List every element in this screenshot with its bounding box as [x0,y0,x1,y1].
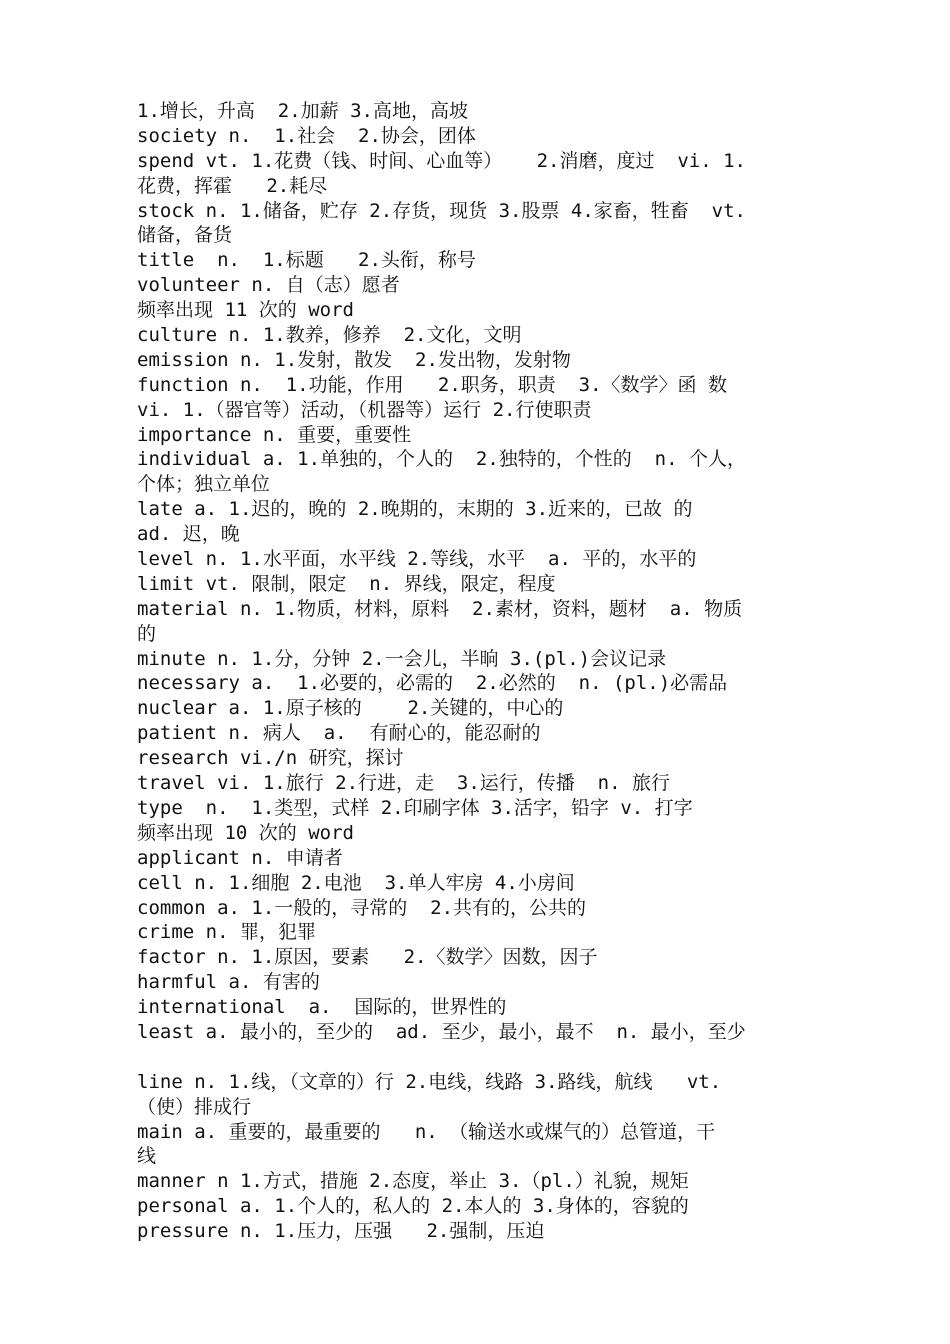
document-page [137,99,817,1244]
text-line: minute n. 1.分，分钟 2.一会儿，半晌 3.(pl.)会议记录 [137,647,667,670]
section-heading: 频率出现 11 次的 word [137,299,354,322]
section-heading: 频率出现 10 次的 word [137,821,354,844]
text-line: patient n. 病人 a. 有耐心的，能忍耐的 [137,722,541,745]
text-line: ad. 迟，晚 [137,523,240,546]
text-line: material n. 1.物质，材料，原料 2.素材，资料，题材 a. 物质 [137,597,743,620]
text-line: late a. 1.迟的，晚的 2.晚期的，末期的 3.近来的，已故 的 [137,498,693,521]
text-line: vi. 1.（器官等）活动，（机器等）运行 2.行使职责 [137,398,592,421]
text-line: limit vt. 限制，限定 n. 界线，限定，程度 [137,572,556,595]
text-line: travel vi. 1.旅行 2.行进，走 3.运行，传播 n. 旅行 [137,772,670,795]
text-line: （使）排成行 [137,1095,252,1118]
text-line: harmful a. 有害的 [137,971,320,994]
text-line: 花费，挥霍 2.耗尽 [137,174,328,197]
text-line: stock n. 1.储备，贮存 2.存货，现货 3.股票 4.家畜，牲畜 vt. [137,199,746,222]
text-line: personal a. 1.个人的，私人的 2.本人的 3.身体的，容貌的 [137,1195,689,1218]
text-line: individual a. 1.单独的，个人的 2.独特的，个性的 n. 个人， [137,448,746,471]
text-line: 1.增长，升高 2.加薪 3.高地，高坡 [137,100,468,122]
text-line: volunteer n. 自（志）愿者 [137,274,400,297]
text-line: cell n. 1.细胞 2.电池 3.单人牢房 4.小房间 [137,871,575,894]
text-line: spend vt. 1.花费（钱、时间、心血等） 2.消磨，度过 vi. 1. [137,149,746,172]
text-line: importance n. 重要，重要性 [137,423,412,446]
text-line: factor n. 1.原因，要素 2.〈数学〉因数，因子 [137,946,598,969]
text-line: common a. 1.一般的，寻常的 2.共有的，公共的 [137,896,587,919]
text-line: title n. 1.标题 2.头衔，称号 [137,249,476,272]
text-line: least a. 最小的，至少的 ad. 至少，最小，最不 n. 最小，至少 [137,1020,746,1043]
text-line: manner n 1.方式，措施 2.态度，举止 3.（pl.）礼貌，规矩 [137,1170,689,1193]
text-line: pressure n. 1.压力，压强 2.强制，压迫 [137,1220,545,1243]
text-line: 储备，备货 [137,224,233,247]
text-line: international a. 国际的，世界性的 [137,996,507,1019]
text-line: emission n. 1.发射，散发 2.发出物，发射物 [137,348,571,371]
text-line: level n. 1.水平面，水平线 2.等线，水平 a. 平的，水平的 [137,548,697,571]
text-line: function n. 1.功能，作用 2.职务，职责 3.〈数学〉函 数 [137,373,727,396]
text-line: culture n. 1.教养，修养 2.文化，文明 [137,324,522,347]
text-line: line n. 1.线，（文章的）行 2.电线，线路 3.路线，航线 vt. [137,1070,722,1093]
text-line: necessary a. 1.必要的，必需的 2.必然的 n. (pl.)必需品 [137,672,728,695]
text-line: 线 [137,1145,157,1168]
text-line: main a. 重要的，最重要的 n. （输送水或煤气的）总管道，干 [137,1120,716,1143]
text-line: crime n. 罪，犯罪 [137,921,316,944]
blank-line [137,1045,817,1070]
text-line: society n. 1.社会 2.协会，团体 [137,124,476,147]
text-line: 的 [137,622,157,645]
text-line: nuclear a. 1.原子核的 2.关键的，中心的 [137,697,564,720]
text-line: type n. 1.类型，式样 2.印刷字体 3.活字，铅字 v. 打字 [137,796,693,819]
text-line: research vi./n 研究，探讨 [137,747,404,770]
text-line: applicant n. 申请者 [137,846,343,869]
text-line: 个体；独立单位 [137,473,271,496]
